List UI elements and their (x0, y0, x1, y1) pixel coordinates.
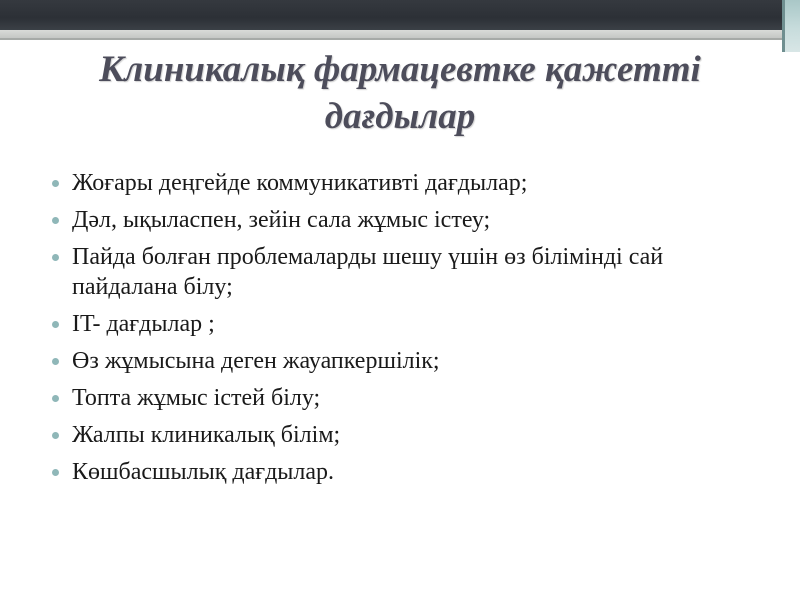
slide-header-bar (0, 0, 800, 30)
bullet-text: IT- дағдылар ; (72, 311, 215, 337)
bullet-item (48, 205, 748, 235)
bullet-text: Пайда болған проблемаларды шешу үшін өз білімінді сай пайдалана білу; (72, 244, 664, 300)
bullet-dot-icon (52, 217, 59, 224)
slide-header-accent (0, 30, 800, 40)
bullet-dot-icon (52, 321, 59, 328)
bullet-text: Жоғары деңгейде коммуникативті дағдылар; (72, 170, 528, 196)
bullet-item (48, 168, 748, 198)
bullet-text: Дәл, ықыласпен, зейін сала жұмыс істеу; (72, 207, 491, 233)
bullet-list (48, 168, 748, 494)
bullet-item (48, 346, 748, 376)
bullet-text: Жалпы клиникалық білім; (72, 422, 341, 448)
bullet-text: Өз жұмысына деген жауапкершілік; (72, 348, 440, 374)
bullet-item (48, 420, 748, 450)
bullet-item (48, 383, 748, 413)
bullet-dot-icon (52, 358, 59, 365)
bullet-text: Көшбасшылық дағдылар. (72, 459, 335, 485)
bullet-dot-icon (52, 432, 59, 439)
bullet-dot-icon (52, 254, 59, 261)
slide-title: Клиникалық фармацевтке қажетті дағдылар (99, 49, 701, 137)
bullet-item (48, 242, 748, 302)
slide-corner-accent (782, 0, 800, 52)
bullet-item (48, 457, 748, 487)
bullet-dot-icon (52, 469, 59, 476)
bullet-item (48, 309, 748, 339)
bullet-text: Топта жұмыс істей білу; (72, 385, 321, 411)
bullet-dot-icon (52, 395, 59, 402)
bullet-dot-icon (52, 180, 59, 187)
